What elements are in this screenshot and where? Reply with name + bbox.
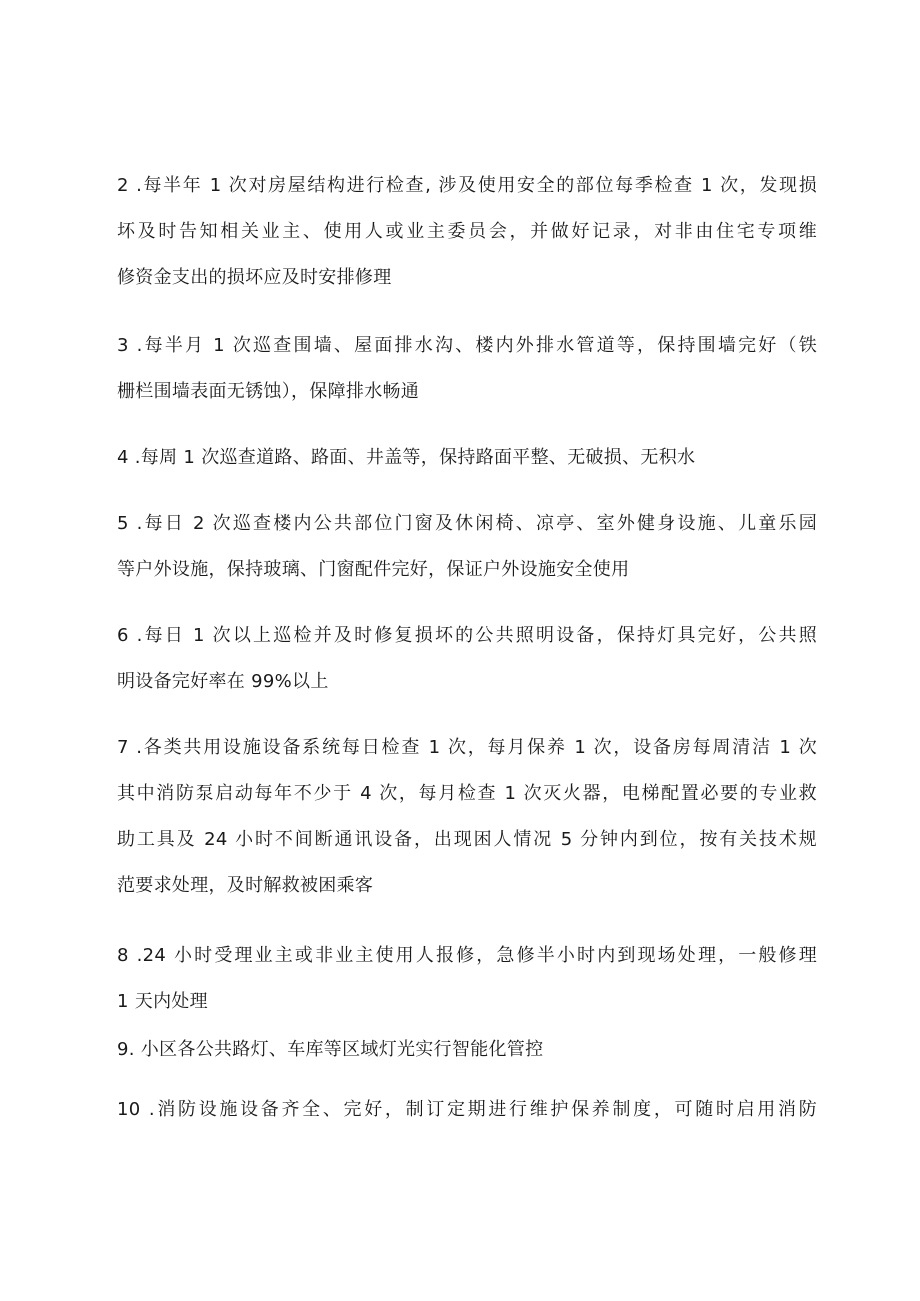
text-line: 范要求处理，及时解救被困乘客 — [117, 875, 374, 896]
text-line: 等户外设施，保持玻璃、门窗配件完好，保证户外设施安全使用 — [117, 559, 630, 580]
clause-4 — [117, 440, 817, 476]
text-line: 4 .每周 1 次巡查道路、路面、井盖等，保持路面平整、无破损、无积水 — [117, 447, 696, 468]
clause-5 — [117, 506, 817, 588]
clause-10 — [117, 1092, 817, 1128]
text-line: 助工具及 24 小时不间断通讯设备，出现困人情况 5 分钟内到位，按有关技术规 — [117, 829, 817, 850]
text-line: 6 .每日 1 次以上巡检并及时修复损坏的公共照明设备，保持灯具完好，公共照 — [117, 625, 817, 646]
clause-8 — [117, 938, 817, 1020]
text-line: 明设备完好率在 99%以上 — [117, 671, 329, 692]
text-line: 3 .每半月 1 次巡查围墙、屋面排水沟、楼内外排水管道等，保持围墙完好（铁 — [117, 335, 817, 356]
text-line: 5 .每日 2 次巡查楼内公共部位门窗及休闲椅、凉亭、室外健身设施、儿童乐园 — [117, 513, 817, 534]
text-line: 坏及时告知相关业主、使用人或业主委员会，并做好记录，对非由住宅专项维 — [117, 221, 817, 242]
clause-7 — [117, 730, 817, 904]
text-line: 8 .24 小时受理业主或非业主使用人报修，急修半小时内到现场处理，一般修理 — [117, 945, 817, 966]
text-line: 2 .每半年 1 次对房屋结构进行检查, 涉及使用安全的部位每季检查 1 次，发现损 — [117, 175, 817, 196]
text-line: 其中消防泵启动每年不少于 4 次，每月检查 1 次灭火器，电梯配置必要的专业救 — [117, 783, 817, 804]
text-line: 10 .消防设施设备齐全、完好，制订定期进行维护保养制度，可随时启用消防 — [117, 1099, 817, 1120]
text-line: 9. 小区各公共路灯、车库等区域灯光实行智能化管控 — [117, 1039, 544, 1060]
clause-2 — [117, 168, 817, 296]
clause-3 — [117, 328, 817, 410]
clause-9 — [117, 1032, 817, 1068]
text-line: 7 .各类共用设施设备系统每日检查 1 次，每月保养 1 次，设备房每周清洁 1 次 — [117, 737, 817, 758]
text-line: 1 天内处理 — [117, 991, 208, 1012]
clause-6 — [117, 618, 817, 700]
text-line: 修资金支出的损坏应及时安排修理 — [117, 267, 392, 288]
text-line: 栅栏围墙表面无锈蚀），保障排水畅通 — [117, 381, 420, 402]
